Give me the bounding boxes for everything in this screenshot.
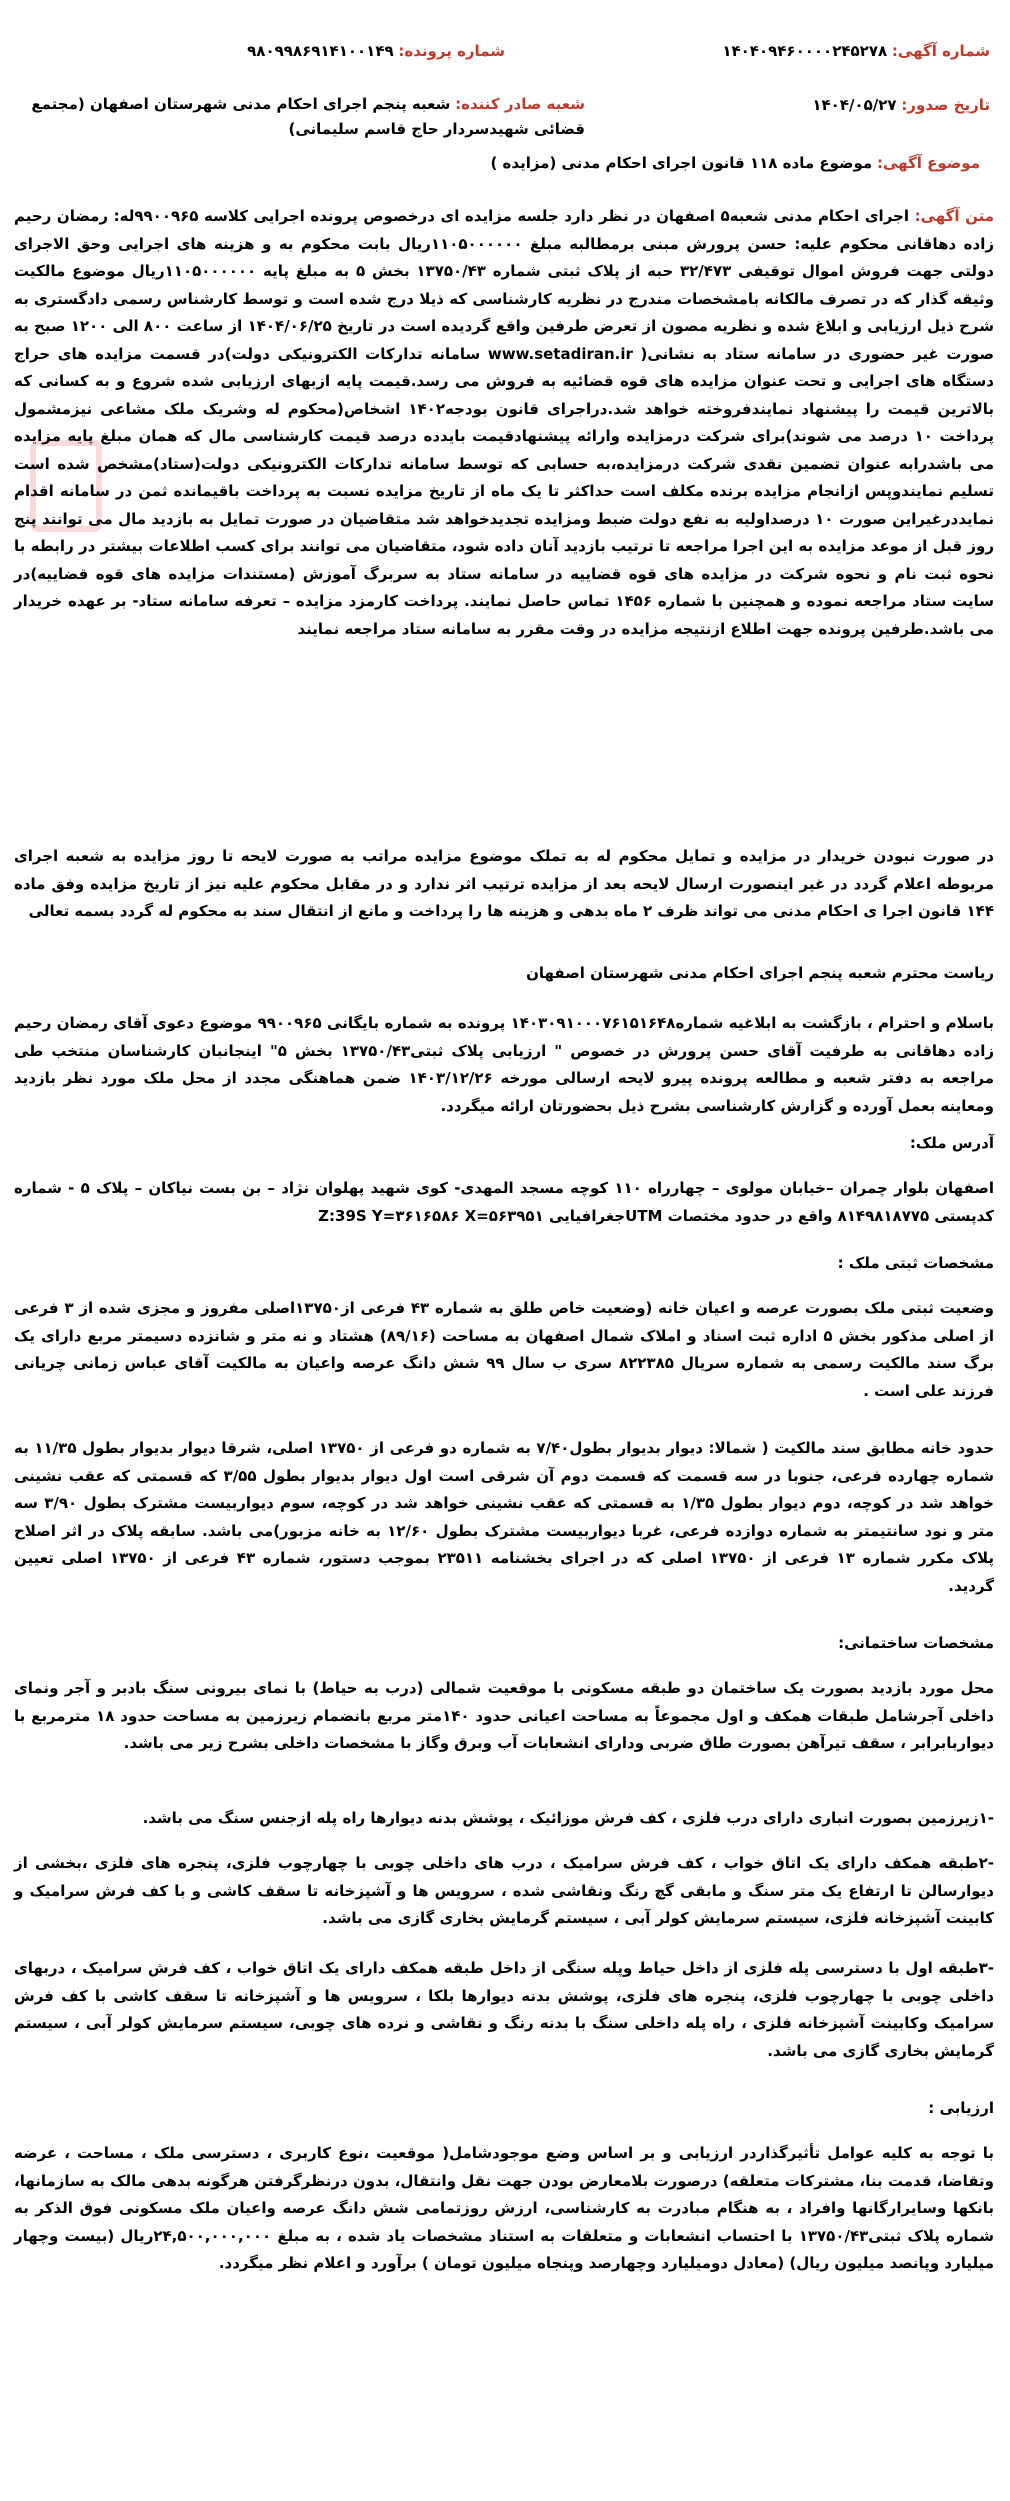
issue-date-label: تاریخ صدور: [901, 96, 990, 114]
item-basement: -۱زیرزمین بصورت انباری دارای درب فلزی ، کف فرش موزائیک ، پوشش بدنه دیوارها راه پله ازجنس سنگ می باشد. [142, 1809, 994, 1827]
boundaries-paragraph: حدود خانه مطابق سند مالکیت ( شمالا: دیوار بدیوار بطول۷/۴۰ به شماره دو فرعی از ۱۳۷۵۰ اصلی، شرقا دیوار بدیوار بطول ۱۱/۳۵ به شماره چهارده فرعی، جنوبا در سه قسمت که قسمت دوم آن شرقی است اول دیوار بدیوار بطول ۳/۵۵ که قسمتی که عقب نشینی خواهد شد در کوچه، دوم دیوار بطول ۱/۳۵ به قسمتی که عقب نشینی خواهد شد در کوچه، سوم دیواربیست مشترک بطول ۳/۹۰ سه متر و نود سانتیمتر به شماره دوازده فرعی، غربا دیواربیست مشترک بطول ۱۲/۶۰ به خانه مزبور)می باشد. سابقه پلاک در اثر اصلاح پلاک مکرر شماره ۱۳ فرعی از ۱۳۷۵۰ اصلی که در اجرای بخشنامه ۲۳۵۱۱ بموجب دستور، شماره ۴۳ فرعی از ۱۳۷۵۰ اصلی تعیین گردید. [14, 1439, 995, 1595]
subject-value: موضوع ماده ۱۱۸ قانون اجرای احکام مدنی (مزایده ) [490, 154, 873, 172]
item-ground-floor: -۲طبقه همکف دارای یک اتاق خواب ، کف فرش سرامیک ، درب های داخلی چوبی با چهارچوب فلزی، پنجره های فلزی ،بخشی از دیوارسالن تا ارتفاع یک متر سنگ و مابقی گچ رنگ ونقاشی شده ، سرویس ها و آشپزخانه تا سقف کاشی و با کف فرش سرامیک و کابینت آشپزخانه فلزی، سیستم سرمایش کولر آبی ، سیستم گرمایش بخاری گازی می باشد. [14, 1854, 994, 1927]
intro-text: اجرای احکام مدنی شعبه۵ اصفهان در نظر دارد جلسه مزایده ای درخصوص پرونده اجرایی کلاسه ۹۹۰۰۹۶۵له: رمضان رحیم زاده دهاقانی محکوم علیه: حسن پرورش مبنی برمطالبه مبلغ ۱۱۰۵۰۰۰۰۰۰ریال بابت محکوم به و هزینه های اجرایی وحق الاجرای دولتی جهت فروش اموال توقیفی ۳۲/۴۷۳ حبه از پلاک ثبتی شماره ۱۳۷۵۰/۴۳ بخش ۵ به مبلغ پایه ۱۱۰۵۰۰۰۰۰۰ریال موضوع مالکیت وثیقه گذار که در تصرف مالکانه بامشخصات مندرج در نظریه کارشناسی که ذیلا درج شده است و توسط کارشناس رسمی دادگستری به شرح ذیل ارزیابی و ابلاغ شده و نظریه مصون از تعرض طرفین واقع گردیده است در تاریخ ۱۴۰۴/۰۶/۲۵ از ساعت ۸۰۰ الی ۱۲۰۰ صبح به صورت غیر حضوری در سامانه ستاد به نشانی( www.setadiran.ir سامانه تدارکات الکترونیکی دولت)در قسمت مزایده های حراج دستگاه های اجرایی و تحت عنوان مزایده های قوه قضائیه به فروش می رسد.قیمت پایه ازبهای ارزیابی شده شروع و به کسانی که بالاترین قیمت را پیشنهاد نمایندفروخته خواهد شد.دراجرای قانون بودجه۱۴۰۲ اشخاص(محکوم له وشریک ملک مشاعی نیزمشمول پرداخت ۱۰ درصد می شوند)برای شرکت درمزایده وارائه پیشنهادقیمت بایدده درصد قیمت کارشناسی مال که همان مبلغ پایه مزایده می باشدرابه عنوان تضمین نقدی شرکت درمزایده،به حسابی که توسط سامانه تدارکات الکترونیکی دولت(ستاد)مشخص شده است تسلیم نمایندوپس ازانجام مزایده برنده مکلف است حداکثر تا یک ماه از تاریخ مزایده نسبت به پرداخت باقیمانده ثمن در سامانه اقدام نمایددرغیراین صورت ۱۰ درصداولیه به نفع دولت ضبط ومزایده تجدیدخواهد شد متقاضیان در صورت تمایل به بازدید مال می توانند پنج روز قبل از موعد مزایده به این اجرا مراجعه تا ترتیب بازدید آنان داده شود، متقاضیان می توانند برای کسب اطلاعات بیشتر در رابطه با نحوه ثبت نام و نحوه شرکت در مزایده های قوه قضاییه در سامانه ستاد به سربرگ آموزش (مستندات مزایده های قوه قضاییه)در سایت ستاد مراجعه نموده و همچنین با شماره ۱۴۵۶ تماس حاصل نمایند. پرداخت کارمزد مزایده – تعرفه سامانه ستاد- بر عهده خریدار می باشد.طرفین پرونده جهت اطلاع ازنتیجه مزایده در وقت مقرر به سامانه ستاد مراجعه نمایند [14, 207, 995, 638]
addressee: ریاست محترم شعبه پنجم اجرای احکام مدنی شهرستان اصفهان [526, 964, 994, 982]
no-buyer-paragraph: در صورت نبودن خریدار در مزایده و تمایل محکوم له به تملک موضوع مزایده مراتب به صورت لایحه تا روز مزایده به شعبه اجرای مربوطه اعلام گردد در غیر اینصورت ارسال لایحه بعد از مزایده ترتیب اثر ندارد و در مقابل محکوم علیه نیز از تاریخ مزایده وفق ماده ۱۴۴ قانون اجرا ی احکام مدنی می تواند ظرف ۲ ماه بدهی و هزینه ها را پرداخت و مانع از انتقال سند به محکوم له گردد بسمه تعالی [14, 847, 994, 920]
case-number [247, 40, 505, 62]
registry-paragraph: وضعیت ثبتی ملک بصورت عرصه و اعیان خانه (وضعیت خاص طلق به شماره ۴۳ فرعی از۱۳۷۵۰اصلی مفروز و مجزی شده از ۳ فرعی از اصلی مذکور بخش ۵ اداره ثبت اسناد و املاک شمال اصفهان به مساحت (۸۹/۱۶) هشتاد و نه متر و شانزده دسیمتر مربع دارای یک برگ سند مالکیت رسمی به شماره سریال ۸۲۲۳۸۵ سری ب سال ۹۹ شش دانگ عرصه واعیان به مالکیت آقای عباس زمانی چریانی فرزند علی است . [14, 1299, 994, 1400]
case-number-value: ۹۸۰۹۹۸۶۹۱۴۱۰۰۱۴۹ [247, 42, 394, 60]
text-label: متن آگهی: [914, 207, 995, 225]
valuation-heading: ارزیابی : [928, 2099, 994, 2117]
greeting-paragraph: باسلام و احترام ، بازگشت به ابلاغیه شماره۱۴۰۳۰۹۱۰۰۰۷۶۱۵۱۶۴۸ پرونده به شماره بایگانی ۹۹۰۰۹۶۵ موضوع دعوی آقای رمضان رحیم زاده دهاقانی به طرفیت آقای حسن پرورش در خصوص " ارزیابی پلاک ثبتی۱۳۷۵۰/۴۳ بخش ۵" اینجانبان کارشناسان منتخب طی مراجعه به دفتر شعبه و مطالعه پرونده پیرو لایحه ارسالی مورخه ۱۴۰۳/۱۲/۲۶ ضمن هماهنگی مجدد از محل ملک مورد نظر بازدید ومعاینه بعمل آورده و گزارش کارشناسی بشرح ذیل بحضورتان ارائه میگردد. [14, 1014, 995, 1115]
branch-label: شعبه صادر کننده: [455, 95, 585, 113]
ad-number-value: ۱۴۰۴۰۹۴۶۰۰۰۰۲۴۵۲۷۸ [722, 42, 888, 60]
address-paragraph: اصفهان بلوار چمران –خیابان مولوی – چهارراه ۱۱۰ کوچه مسجد المهدی- کوی شهید پهلوان نژاد – بن بست نیاکان – پلاک ۵ - شماره کدپستی ۸۱۴۹۸۱۸۷۷۵ واقع در حدود مختصات UTMجغرافیایی Z:39S Y=۳۶۱۶۵۸۶ X=۵۶۳۹۵۱ [14, 1179, 995, 1225]
building-paragraph: محل مورد بازدید بصورت یک ساختمان دو طبقه مسکونی با موقعیت شمالی (درب به حیاط) با نمای بیرونی سنگ بادبر و آجر ونمای داخلی آجرشامل طبقات همکف و اول مجموعاً به مساحت اعیانی حدود ۱۴۰متر مربع بانضمام زیرزمین به مساحت حدود ۱۸ مترمربع با دیواربابرابر ، سقف تیرآهن بصورت طاق ضربی ودارای انشعابات آب وبرق وگاز با مشخصات داخلی بشرح زیر می باشد. [14, 1679, 994, 1752]
case-number-label: شماره پرونده: [398, 42, 505, 60]
address-heading: آدرس ملک: [909, 1134, 994, 1152]
subject-label: موضوع آگهی: [876, 154, 980, 172]
notice-subject [490, 152, 980, 174]
issue-date-value: ۱۴۰۴/۰۵/۲۷ [812, 96, 897, 114]
building-heading: مشخصات ساختمانی: [838, 1634, 994, 1652]
issue-date [812, 94, 990, 116]
branch-value: شعبه پنجم اجرای احکام مدنی شهرستان اصفهان (مجتمع قضائی شهیدسردار حاج قاسم سلیمانی) [31, 95, 585, 138]
valuation-paragraph: با توجه به کلیه عوامل تأثیرگذاردر ارزیابی و بر اساس وضع موجودشامل( موقعیت ،نوع کاربری ، دسترسی ملک ، مساحت ، عرضه وتقاضا، قدمت بنا، مشترکات متعلقه) درصورت بلامعارض بودن جهت نقل وانتقال، بدون درنظرگرفتن هرگونه بدهی مالک به سازمانها، بانکها وسایرارگانها وافراد ، به هنگام مبادرت به کارشناسی، ارزش روزتمامی شش دانگ عرصه واعیان ملک مسکونی فوق الذکر به شماره پلاک ثبتی۱۳۷۵۰/۴۳ با احتساب انشعابات و متعلقات به استناد مشخصات یاد شده ، به مبلغ ۲۴,۵۰۰,۰۰۰,۰۰۰ریال (بیست وچهار میلیارد وپانصد میلیون ریال) (معادل دومیلیارد وچهارصد وپنجاه میلیون تومان ) برآورد و اعلام نظر میگردد. [14, 2144, 994, 2272]
ad-number-label: شماره آگهی: [891, 42, 990, 60]
ad-number [722, 40, 990, 62]
issuing-branch [25, 92, 585, 142]
item-first-floor: -۳طبقه اول با دسترسی پله فلزی از داخل حیاط وپله سنگی از داخل طبقه همکف دارای یک اتاق خواب ، کف فرش سرامیک ، دربهای داخلی چوبی با چهارچوب فلزی، پنجره های فلزی، پوشش بدنه دیوارها بلکا ، سرویس ها و آشپزخانه تا سقف کاشی با کف فرش سرامیک وکابینت آشپزخانه فلزی ، راه پله داخلی سنگ با بدنه رنگ و نقاشی و نرده های چوبی، سیستم سرمایش کولر آبی ، سیستم گرمایش بخاری گازی می باشد. [14, 1959, 994, 2060]
registry-heading: مشخصات ثبتی ملک : [837, 1254, 994, 1272]
intro-paragraph [14, 203, 994, 643]
